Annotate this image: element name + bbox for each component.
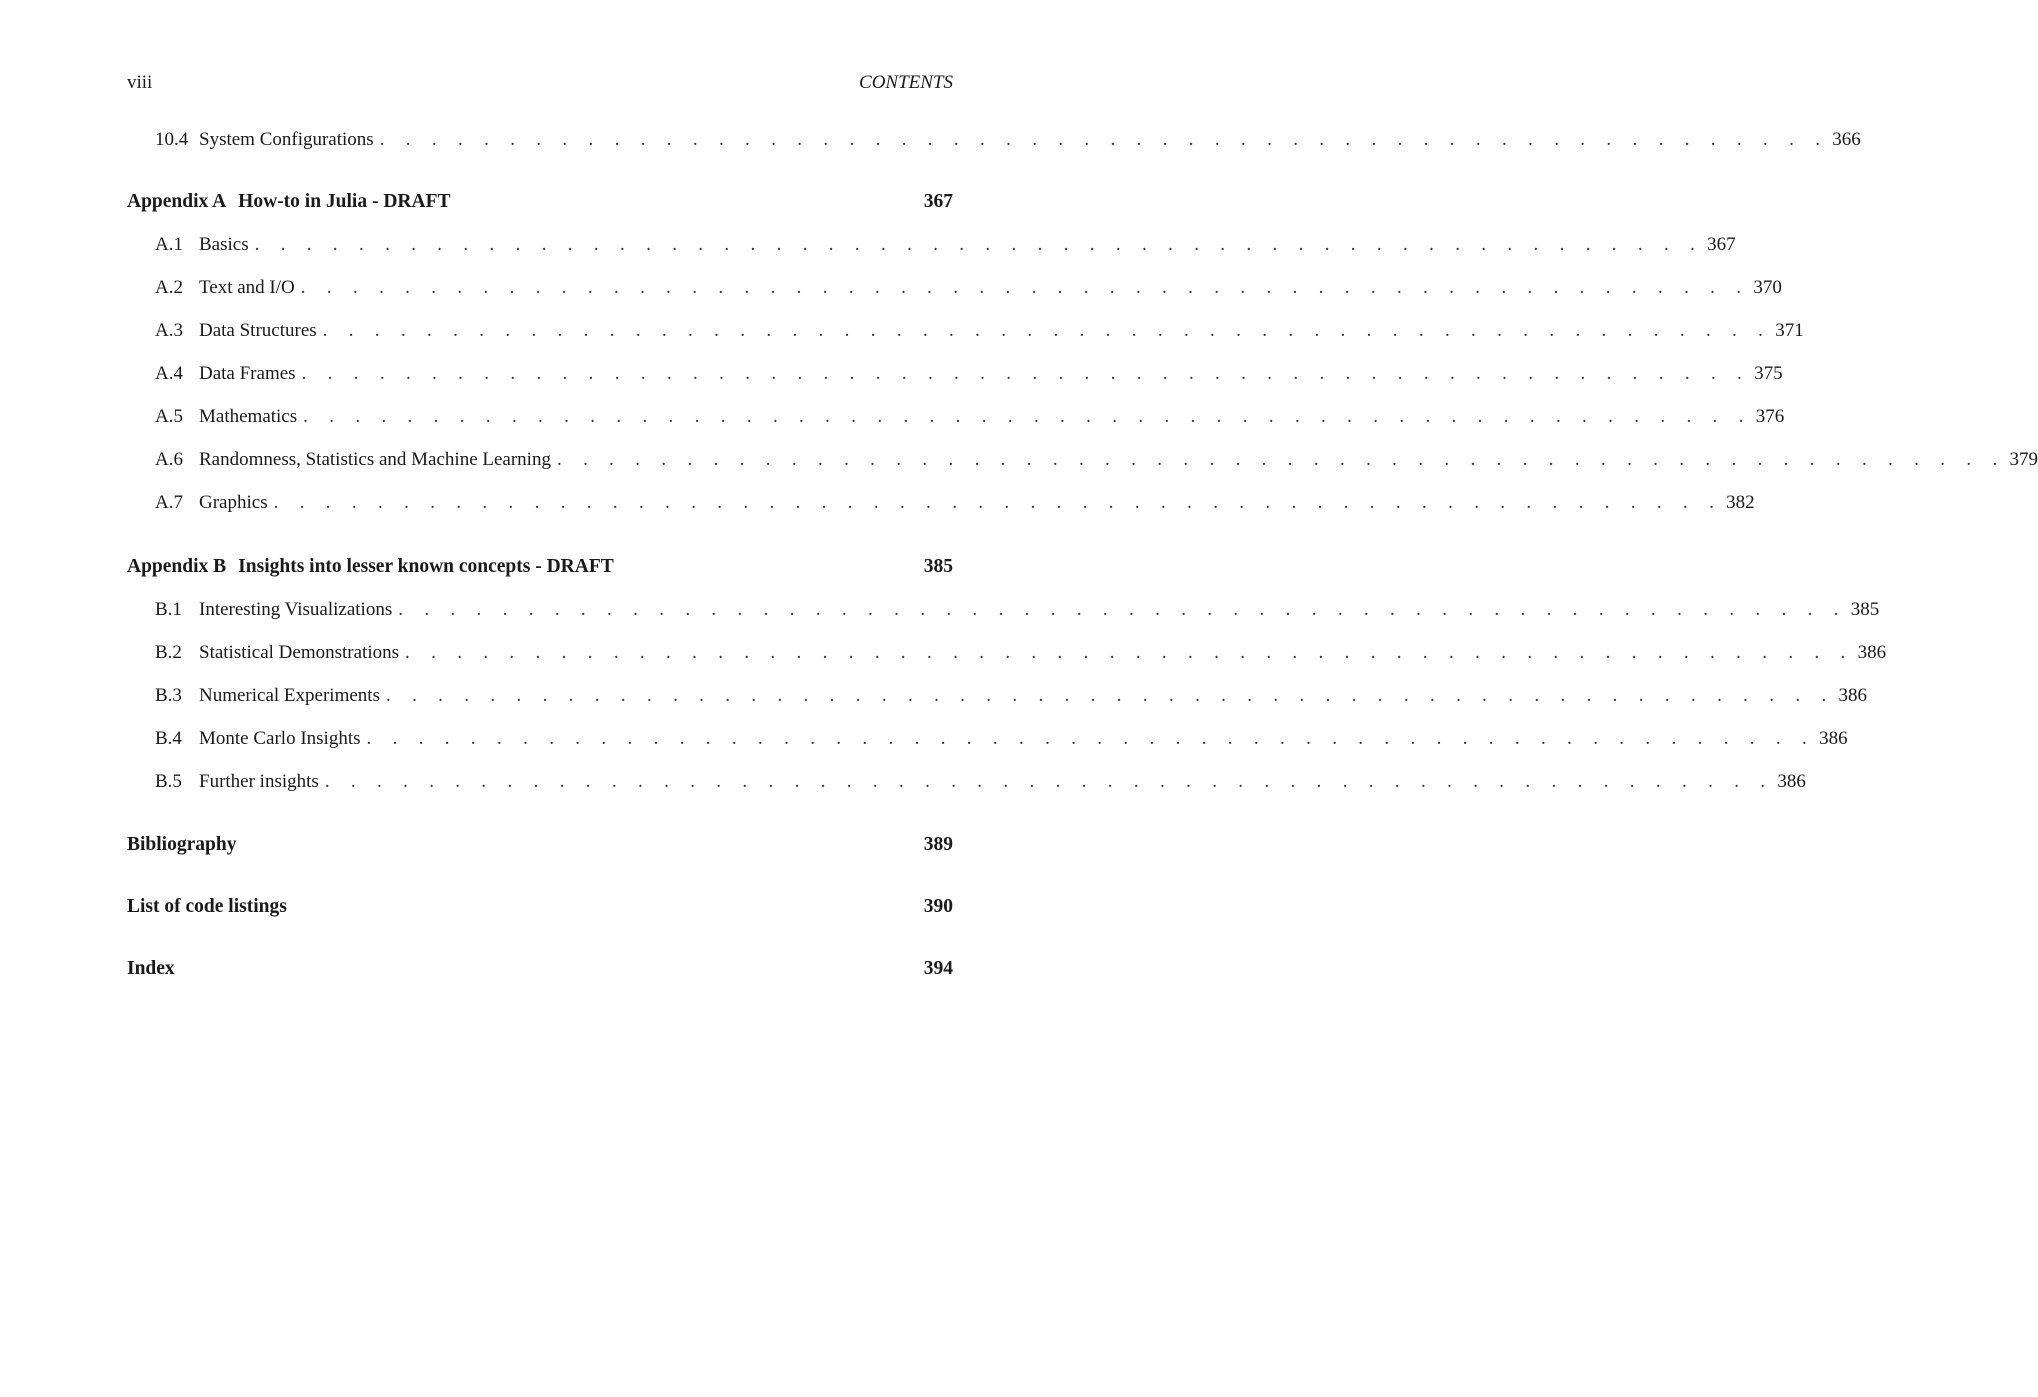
- toc-entry-number: A.3: [155, 320, 183, 341]
- toc-entry-a-6[interactable]: [127, 446, 2038, 474]
- toc-entry-b-2[interactable]: [127, 639, 1887, 667]
- toc-entry-a-7[interactable]: [127, 489, 1755, 517]
- toc-entry-page: 370: [1753, 277, 1782, 298]
- toc-entry-number: A.6: [155, 449, 183, 470]
- page-number: viii: [127, 72, 153, 93]
- leader-dots: . . . . . . . . . . . . . . . . . . . . . . . . . . . . . . . . . . . . . . . . . . . . . . . . . . . . . . . .: [405, 642, 1854, 663]
- leader-dots: . . . . . . . . . . . . . . . . . . . . . . . . . . . . . . . . . . . . . . . . . . . . . . . . . . . . . . . .: [556, 449, 2006, 470]
- toc-entry-page: 386: [1819, 728, 1848, 749]
- toc-entry-title: Data Frames: [199, 363, 296, 384]
- toc-entry-title: Further insights: [199, 771, 319, 792]
- chapter-title: List of code listings: [127, 896, 287, 917]
- toc-entry-title: Monte Carlo Insights: [199, 728, 361, 749]
- toc-entry-title: Interesting Visualizations: [199, 599, 393, 620]
- toc-entry-number: A.2: [155, 277, 183, 298]
- toc-entry-number: B.4: [155, 728, 182, 749]
- toc-entry-page: 371: [1775, 320, 1804, 341]
- leader-dots: . . . . . . . . . . . . . . . . . . . . . . . . . . . . . . . . . . . . . . . . . . . . . . . . . . . . . . . .: [385, 685, 1835, 706]
- toc-entry-title: Mathematics: [199, 406, 298, 427]
- toc-entry-number: A.1: [155, 234, 183, 255]
- leader-dots: . . . . . . . . . . . . . . . . . . . . . . . . . . . . . . . . . . . . . . . . . . . . . . . . . . . . . . . .: [303, 406, 1752, 427]
- toc-entry-b-4[interactable]: [127, 725, 1848, 753]
- running-head: [127, 72, 953, 98]
- toc-entry-title: Randomness, Statistics and Machine Learning: [199, 449, 551, 470]
- leader-dots: . . . . . . . . . . . . . . . . . . . . . . . . . . . . . . . . . . . . . . . . . . . . . . . . . . . . . . . .: [366, 728, 1816, 749]
- toc-entry-10-4[interactable]: [127, 126, 1861, 154]
- leader-dots: . . . . . . . . . . . . . . . . . . . . . . . . . . . . . . . . . . . . . . . . . . . . . . . . . . . . . . . .: [300, 277, 1750, 298]
- toc-entry-page: 386: [1857, 642, 1887, 663]
- toc-entry-page: 382: [1726, 492, 1755, 513]
- chapter-title: Insights into lesser known concepts - DRAFT: [238, 556, 614, 577]
- leader-dots: . . . . . . . . . . . . . . . . . . . . . . . . . . . . . . . . . . . . . . . . . . . . . . . . . . . . . . . .: [254, 234, 1704, 255]
- toc-entry-a-5[interactable]: [127, 403, 1785, 431]
- chapter-prefix: Appendix A: [127, 191, 227, 212]
- toc-entry-a-1[interactable]: [127, 231, 1736, 259]
- toc-entry-b-5[interactable]: [127, 768, 1806, 796]
- chapter-title: How-to in Julia - DRAFT: [238, 191, 451, 212]
- toc-entry-title: Graphics: [199, 492, 268, 513]
- leader-dots: . . . . . . . . . . . . . . . . . . . . . . . . . . . . . . . . . . . . . . . . . . . . . . . . . . . . . . . .: [273, 492, 1723, 513]
- chapter-page: 385: [923, 556, 953, 577]
- leader-dots: . . . . . . . . . . . . . . . . . . . . . . . . . . . . . . . . . . . . . . . . . . . . . . . . . . . . . . . .: [322, 320, 1772, 341]
- toc-entry-page: 385: [1850, 599, 1880, 620]
- section-title: CONTENTS: [859, 72, 953, 93]
- chapter-page: 367: [923, 191, 953, 212]
- toc-entry-page: 367: [1707, 234, 1736, 255]
- toc-entry-page: 386: [1777, 771, 1806, 792]
- toc-entry-a-4[interactable]: [127, 360, 1783, 388]
- leader-dots: . . . . . . . . . . . . . . . . . . . . . . . . . . . . . . . . . . . . . . . . . . . . . . . . . . . . . . . .: [379, 129, 1829, 150]
- toc-entry-number: B.3: [155, 685, 182, 706]
- toc-entry-number: 10.4: [155, 129, 189, 150]
- toc-entry-b-3[interactable]: [127, 682, 1868, 710]
- toc-chapter-code-listings[interactable]: [127, 893, 953, 921]
- toc-entry-number: A.5: [155, 406, 183, 427]
- toc-entry-number: A.7: [155, 492, 183, 513]
- toc-entry-title: Statistical Demonstrations: [199, 642, 400, 663]
- leader-dots: . . . . . . . . . . . . . . . . . . . . . . . . . . . . . . . . . . . . . . . . . . . . . . . . . . . . . . . .: [301, 363, 1751, 384]
- toc-entry-number: B.1: [155, 599, 182, 620]
- toc-entry-page: 379: [2009, 449, 2038, 470]
- toc-entry-title: Basics: [199, 234, 249, 255]
- toc-entry-title: Data Structures: [199, 320, 317, 341]
- chapter-page: 394: [923, 958, 953, 979]
- toc-entry-a-3[interactable]: [127, 317, 1804, 345]
- toc-entry-title: Text and I/O: [199, 277, 295, 298]
- toc-entry-page: 375: [1754, 363, 1783, 384]
- toc-chapter-index[interactable]: [127, 955, 953, 983]
- toc-entry-number: B.5: [155, 771, 182, 792]
- toc-entry-number: A.4: [155, 363, 183, 384]
- document-page: [127, 0, 2038, 1397]
- chapter-page: 390: [923, 896, 953, 917]
- toc-chapter-bibliography[interactable]: [127, 831, 953, 859]
- toc-entry-a-2[interactable]: [127, 274, 1782, 302]
- toc-chapter-appendix-a[interactable]: [127, 188, 953, 216]
- chapter-title: Index: [127, 958, 175, 979]
- toc-entry-b-1[interactable]: [127, 596, 1880, 624]
- chapter-prefix: Appendix B: [127, 556, 227, 577]
- toc-entry-number: B.2: [155, 642, 182, 663]
- chapter-page: 389: [923, 834, 953, 855]
- leader-dots: . . . . . . . . . . . . . . . . . . . . . . . . . . . . . . . . . . . . . . . . . . . . . . . . . . . . . . . .: [324, 771, 1774, 792]
- chapter-title: Bibliography: [127, 834, 237, 855]
- toc-entry-title: Numerical Experiments: [199, 685, 380, 706]
- toc-entry-title: System Configurations: [199, 129, 374, 150]
- toc-entry-page: 386: [1838, 685, 1868, 706]
- leader-dots: . . . . . . . . . . . . . . . . . . . . . . . . . . . . . . . . . . . . . . . . . . . . . . . . . . . . . . . .: [398, 599, 1847, 620]
- toc-chapter-appendix-b[interactable]: [127, 553, 953, 581]
- toc-entry-page: 366: [1832, 129, 1861, 150]
- toc-entry-page: 376: [1755, 406, 1785, 427]
